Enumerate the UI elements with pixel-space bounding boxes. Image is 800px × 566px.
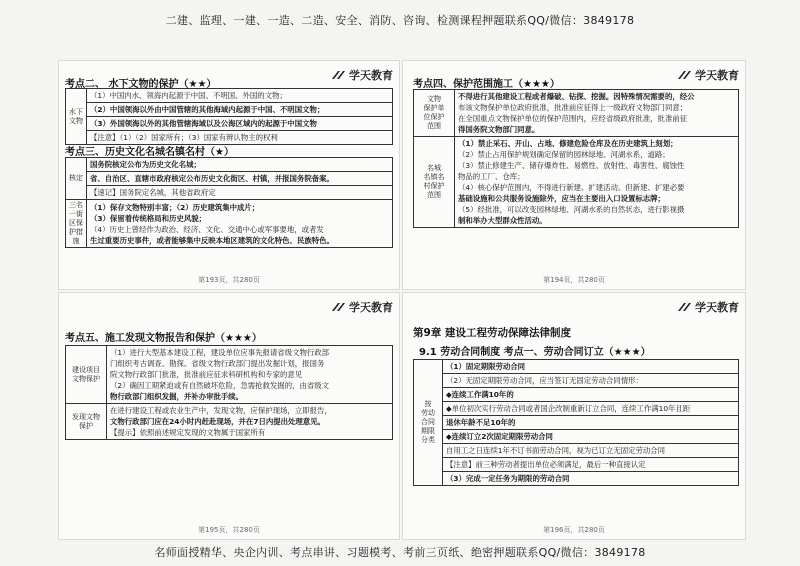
category-cell: 核定 bbox=[66, 158, 87, 200]
table-cell: ◆连续订立2次固定期限劳动合同 bbox=[443, 430, 739, 444]
table-cell: 【注意】前三种劳动者提出单位必须满足，最后一种直接认定 bbox=[443, 458, 739, 472]
page-footer: 第195页，共280页 bbox=[198, 526, 260, 534]
table-cell: ◆单位初次实行劳动合同或者国企改制重新订立合同，连续工作满10年且距 bbox=[443, 402, 739, 416]
table-cell: （3）外国领海以外的其他管辖海域以及公海区域内的起源于中国文物 bbox=[87, 117, 393, 131]
logo bbox=[332, 67, 393, 83]
page-194 bbox=[402, 60, 746, 290]
page-footer: 第193页，共280页 bbox=[198, 276, 260, 284]
section-heading: 考点五、施工发现文物报告和保护（★★★） bbox=[65, 333, 262, 344]
section-heading: 考点二、 水下文物的保护（★★） bbox=[65, 79, 217, 90]
table-cell: （2）无固定期限劳动合同，应当签订无固定劳动合同情形： bbox=[443, 374, 739, 388]
logo bbox=[678, 67, 739, 83]
logo bbox=[678, 299, 739, 315]
labor-contract-table bbox=[413, 359, 739, 486]
table-cell: （1）进行大型基本建设工程，建设单位应事先报请省级文物行政部 门组织考古调查、勘探。省级文物行政部门提出发掘计划，报国务 院文物行政部门批准，批准前应征求科研机构和专家的意见 （2）确因工期紧迫或有自然破坏危险，急需抢救发掘的，由省级文 物行政部门组织发掘，并补办审批手续。 bbox=[107, 346, 393, 404]
category-cell: 文物 保护单 位保护 范围 bbox=[414, 90, 455, 137]
logo-icon bbox=[332, 70, 346, 80]
table-cell: 国务院核定公布为历史文化名城； bbox=[87, 158, 393, 172]
underwater-table bbox=[65, 88, 393, 145]
table-cell: 不得进行其他建设工程或者爆破、钻探、挖掘。因特殊情况需要的，经公 布该文物保护单位政府批准，批准前应征得上一级政府文物部门同意； 在全国重点文物保护单位的保护范围内，应经省级政府批准，批准前征 得国务院文物部门同意。 bbox=[455, 90, 739, 137]
table-cell: 【速记】国务院定名城，其他省政府定 bbox=[87, 186, 393, 200]
logo-text: 学天教育 bbox=[695, 301, 739, 314]
protection-scope-table bbox=[413, 89, 739, 228]
page-195 bbox=[58, 292, 400, 540]
logo-text: 学天教育 bbox=[695, 69, 739, 82]
bottom-banner: 名师面授精华、央企内训、考点串讲、习题模考、考前三页纸、绝密押题联系QQ/微信：3849178 bbox=[154, 546, 646, 559]
page-193 bbox=[58, 60, 400, 290]
page-footer: 第194页，共280页 bbox=[543, 276, 605, 284]
table-cell: （1）中国内水、领海内起源于中国、不明国、外国的文物； bbox=[87, 89, 393, 103]
table-cell: （1）禁止采石、开山、占地、修建危险仓库及在历史建筑上刻划； （2）禁止占用保护规划确定保留的园林绿地、河湖水系，道路； （3）禁止修建生产、储存爆炸性、易燃性、放射性、毒害性、腐蚀性 物品的工厂、仓库； （4）核心保护范围内，不得进行新建、扩建活动。但新建、扩建必要 基础设施和公共服务设施除外，应当在主要出入口设置标志牌； （5）经批准，可以改变园林绿地、河湖水系的自然状态，进行影视摄 制和举办大型群众性活动。 bbox=[455, 137, 739, 228]
section-heading: 9.1 劳动合同制度 考点一、劳动合同订立（★★★） bbox=[419, 347, 651, 358]
table-cell: （3）完成一定任务为期限的劳动合同 bbox=[443, 472, 739, 486]
logo-icon bbox=[678, 70, 692, 80]
category-cell: 三名 一街 区保 护措 施 bbox=[66, 200, 87, 248]
category-cell: 发现文物 保护 bbox=[66, 404, 107, 440]
category-cell: 名城 名镇名 村保护 范围 bbox=[414, 137, 455, 228]
logo-text: 学天教育 bbox=[349, 301, 393, 314]
category-cell: 建设项目 文物保护 bbox=[66, 346, 107, 404]
logo-icon bbox=[678, 302, 692, 312]
relic-discovery-table bbox=[65, 345, 393, 440]
logo-icon bbox=[332, 302, 346, 312]
table-cell: 退休年龄不足10年的 bbox=[443, 416, 739, 430]
chapter-title: 第9章 建设工程劳动保障法律制度 bbox=[413, 327, 571, 339]
page-footer: 第196页，共280页 bbox=[543, 526, 605, 534]
category-cell: 按 劳动 合同 期限 分类 bbox=[414, 360, 443, 486]
logo bbox=[332, 299, 393, 315]
table-cell: 在进行建设工程或农业生产中，发现文物，应保护现场，立即报告， 文物行政部门应在24小时内赶赴现场，并在7日内提出处理意见。 【提示】依照前述规定发现的文物属于国家所有 bbox=[107, 404, 393, 440]
table-cell: 【注意】（1）（2）国家所有；（3）国家有辨认物主的权利 bbox=[87, 131, 393, 145]
top-banner: 二建、监理、一建、一造、二造、安全、消防、咨询、检测课程押题联系QQ/微信：3849178 bbox=[165, 14, 635, 27]
section-heading: 考点四、保护范围施工（★★★） bbox=[413, 79, 560, 90]
section-heading: 考点三、历史文化名城名镇名村（★） bbox=[65, 147, 234, 158]
category-cell: 水下 文物 bbox=[66, 89, 87, 145]
historic-city-table bbox=[65, 157, 393, 248]
table-cell: ◆连续工作满10年的 bbox=[443, 388, 739, 402]
logo-text: 学天教育 bbox=[349, 69, 393, 82]
page-196 bbox=[402, 292, 746, 540]
table-cell: （1）保存文物特别丰富；（2）历史建筑集中成片； （3）保留着传统格局和历史风貌； （4）历史上曾经作为政治、经济、文化、交通中心或军事要地，或者发 生过重要历史事件，或者能够集中反映本地区建筑的文化特色、民族特色。 bbox=[87, 200, 393, 248]
table-cell: 自用工之日连续1年不订书面劳动合同，视为已订立无固定劳动合同 bbox=[443, 444, 739, 458]
table-cell: （1）固定期限劳动合同 bbox=[443, 360, 739, 374]
table-cell: （2）中国领海以外由中国管辖的其他海域内起源于中国、不明国文物； bbox=[87, 103, 393, 117]
table-cell: 省、自治区、直辖市政府核定公布历史文化街区、村镇，并报国务院备案。 bbox=[87, 172, 393, 186]
